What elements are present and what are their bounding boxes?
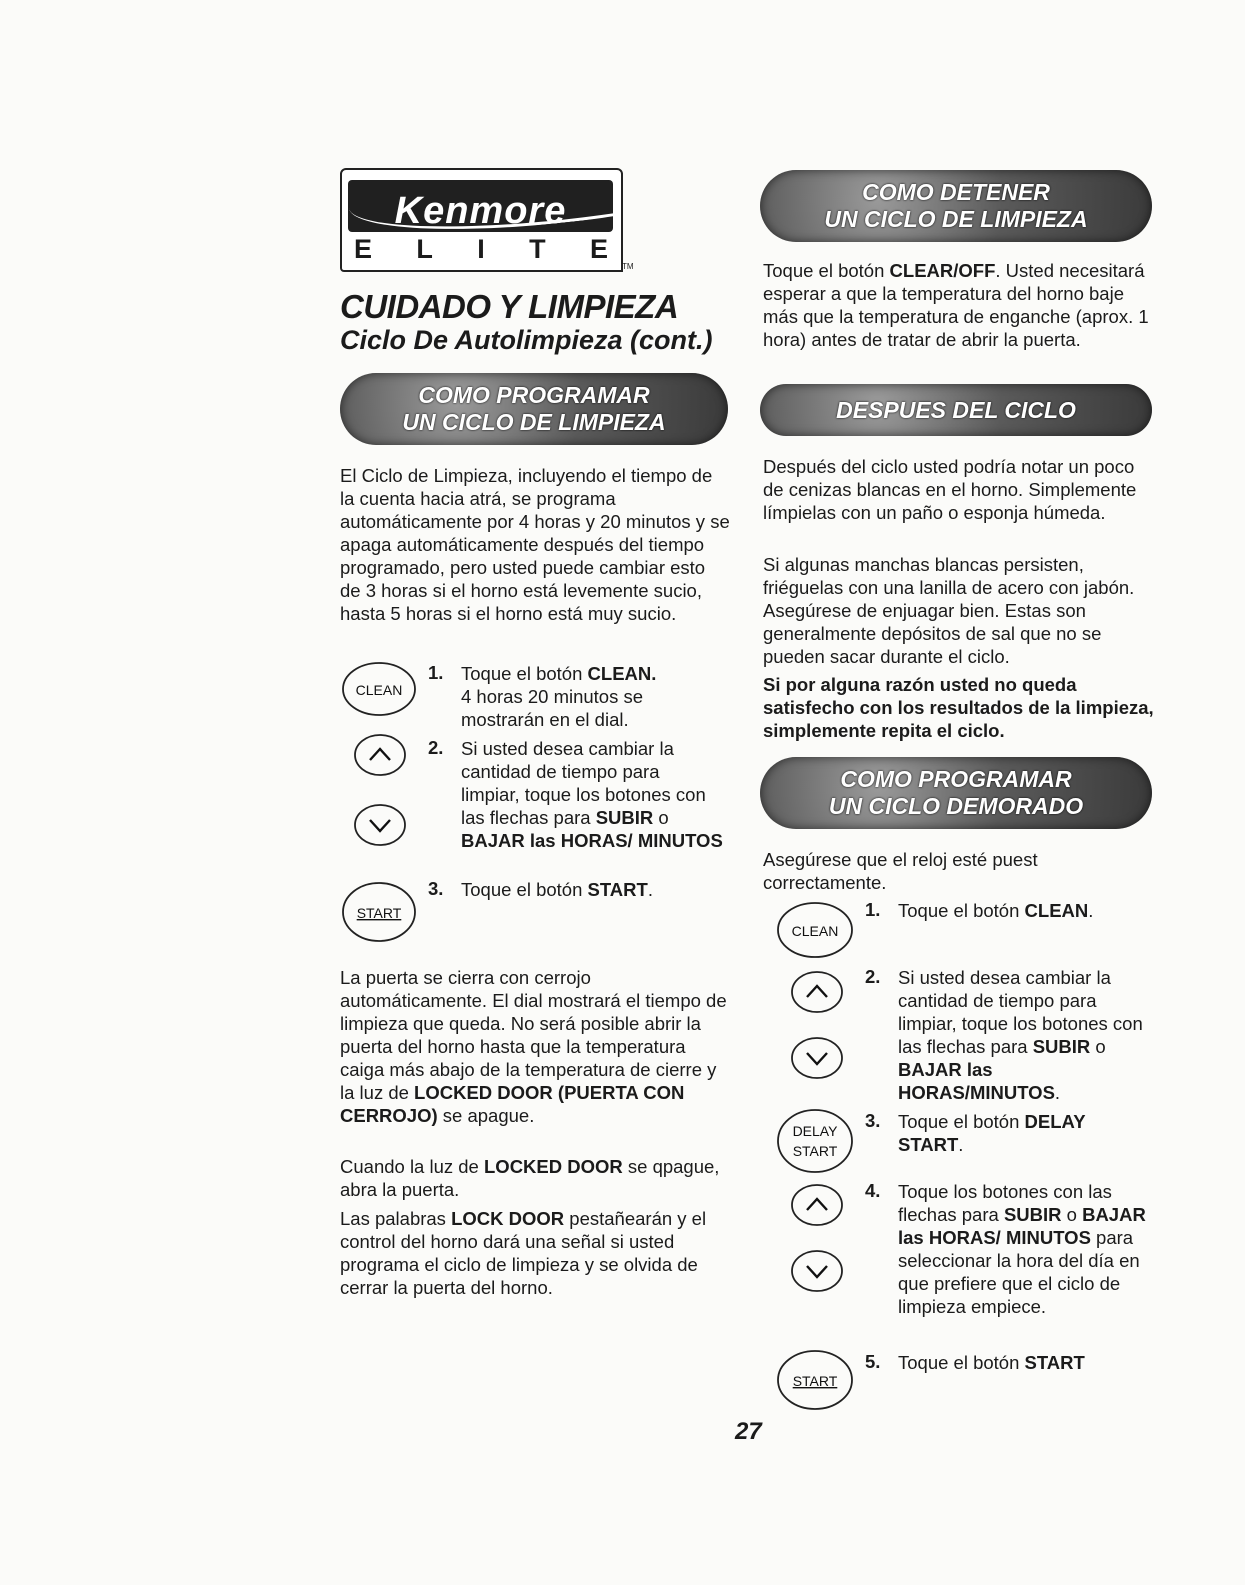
after-paragraph-1: Después del ciclo usted podría notar un poco de cenizas blancas en el horno. Simplemente límpielas con un paño o esponja húmeda. <box>763 456 1137 523</box>
step-number: 2. <box>428 737 444 758</box>
up-arrow-button-icon <box>785 1180 849 1230</box>
delay-label: DELAY <box>792 1123 838 1139</box>
logo-band <box>348 180 613 232</box>
kenmore-elite-logo <box>340 168 634 272</box>
step-number: 5. <box>865 1351 881 1372</box>
step-number: 1. <box>428 662 444 683</box>
step-text: Toque el botón START <box>898 1352 1085 1373</box>
page-number: 27 <box>735 1418 762 1445</box>
down-arrow-button-icon <box>785 1033 849 1083</box>
step-text: Toque el botón CLEAN. 4 horas 20 minutos se mostrarán en el dial. <box>461 663 657 730</box>
step-text: Si usted desea cambiar la cantidad de tiempo para limpiar, toque los botones con las flechas para SUBIR o BAJAR las HORAS/ MINUTOS <box>461 738 723 851</box>
up-arrow-button-icon <box>348 730 412 780</box>
start-button-icon <box>340 880 422 946</box>
step-number: 3. <box>428 878 444 899</box>
start-label: START <box>356 905 402 921</box>
step-number: 4. <box>865 1180 881 1201</box>
logo-letter: E <box>589 234 608 264</box>
banner-line: COMO PROGRAMAR <box>418 382 650 408</box>
step-number: 2. <box>865 966 881 987</box>
intro-paragraph: El Ciclo de Limpieza, incluyendo el tiempo de la cuenta hacia atrá, se programa automáticamente por 4 horas y 20 minutos y se apaga automáticamente después del tiempo programado, pero usted puede cambiar esto de 3 horas si el horno está levemente sucio, hasta 5 horas si el horno está muy sucio. <box>340 465 730 624</box>
stop-paragraph: Toque el botón CLEAR/OFF. Usted necesitará esperar a que la temperatura del horno baje más que la temperatura de enganche (aprox. 1 hora) antes de tratar de abrir la puerta. <box>763 260 1149 350</box>
down-arrow-button-icon <box>785 1246 849 1296</box>
after-paragraph-2: Si algunas manchas blancas persisten, friéguelas con una lanilla de acero con jabón. Asegúrese de enjuagar bien. Estas son generalmente depósitos de sal que no se pueden sacar durante el ciclo. <box>763 554 1135 667</box>
delay-intro: Asegúrese que el reloj esté puest correctamente. <box>763 849 1038 893</box>
page-subtitle: Ciclo De Autolimpieza (cont.) <box>340 325 713 355</box>
banner-program-clean <box>340 373 728 445</box>
down-arrow-button-icon <box>348 800 412 850</box>
step-text: Toque el botón DELAY START. <box>898 1111 1086 1155</box>
lock-door-paragraph: Las palabras LOCK DOOR pestañearán y el control del horno dará una señal si usted programa el ciclo de limpieza y se olvida de cerrar la puerta del horno. <box>340 1208 707 1298</box>
banner-line: COMO DETENER <box>862 179 1050 205</box>
unlock-paragraph: Cuando la luz de LOCKED DOOR se qpague, abra la puerta. <box>340 1156 720 1200</box>
logo-letter: L <box>416 234 433 264</box>
delay-start-button-icon <box>775 1106 859 1176</box>
banner-program-delay <box>760 757 1152 829</box>
banner-stop-clean <box>760 170 1152 242</box>
banner-after-cycle <box>760 384 1152 436</box>
logo-brand: Kenmore <box>394 190 567 232</box>
step-number: 3. <box>865 1110 881 1131</box>
step-text: Toque el botón START. <box>461 879 653 900</box>
clean-button-icon <box>775 900 859 960</box>
step-text: Si usted desea cambiar la cantidad de tiempo para limpiar, toque los botones con las flechas para SUBIR o BAJAR las HORAS/MINUTOS. <box>898 967 1143 1103</box>
start-button-icon <box>775 1348 859 1414</box>
banner-line: DESPUES DEL CICLO <box>836 396 1076 423</box>
start-label: START <box>792 1373 838 1389</box>
step-text: Toque el botón CLEAN. <box>898 900 1094 921</box>
step-text: Toque los botones con las flechas para SUBIR o BAJAR las HORAS/ MINUTOS para seleccionar la hora del día en que prefiere que el ciclo de limpieza empiece. <box>898 1181 1146 1317</box>
banner-line: UN CICLO DE LIMPIEZA <box>824 206 1088 232</box>
logo-letter: E <box>354 234 373 264</box>
clean-label: CLEAN <box>791 923 839 939</box>
clean-button-icon <box>340 660 422 718</box>
logo-letter: T <box>529 234 546 264</box>
logo-letter: I <box>477 234 485 264</box>
logo-elite <box>354 234 608 265</box>
banner-line: COMO PROGRAMAR <box>840 766 1072 792</box>
after-paragraph-3: Si por alguna razón usted no queda satisfecho con los resultados de la limpieza, simplemente repita el ciclo. <box>763 674 1154 741</box>
step-number: 1. <box>865 899 881 920</box>
banner-line: UN CICLO DEMORADO <box>828 793 1084 819</box>
delay-start-label: START <box>792 1143 838 1159</box>
up-arrow-button-icon <box>785 967 849 1017</box>
banner-line: UN CICLO DE LIMPIEZA <box>402 409 666 435</box>
page-title: CUIDADO Y LIMPIEZA <box>340 288 679 325</box>
clean-label: CLEAN <box>355 682 403 698</box>
lock-paragraph: La puerta se cierra con cerrojo automáticamente. El dial mostrará el tiempo de limpieza que queda. No será posible abrir la puerta del horno hasta que la temperatura caiga más abajo de la temperatura de cierre y la luz de LOCKED DOOR (PUERTA CON CERROJO) se apague. <box>340 967 727 1126</box>
logo-tm: TM <box>622 262 634 271</box>
